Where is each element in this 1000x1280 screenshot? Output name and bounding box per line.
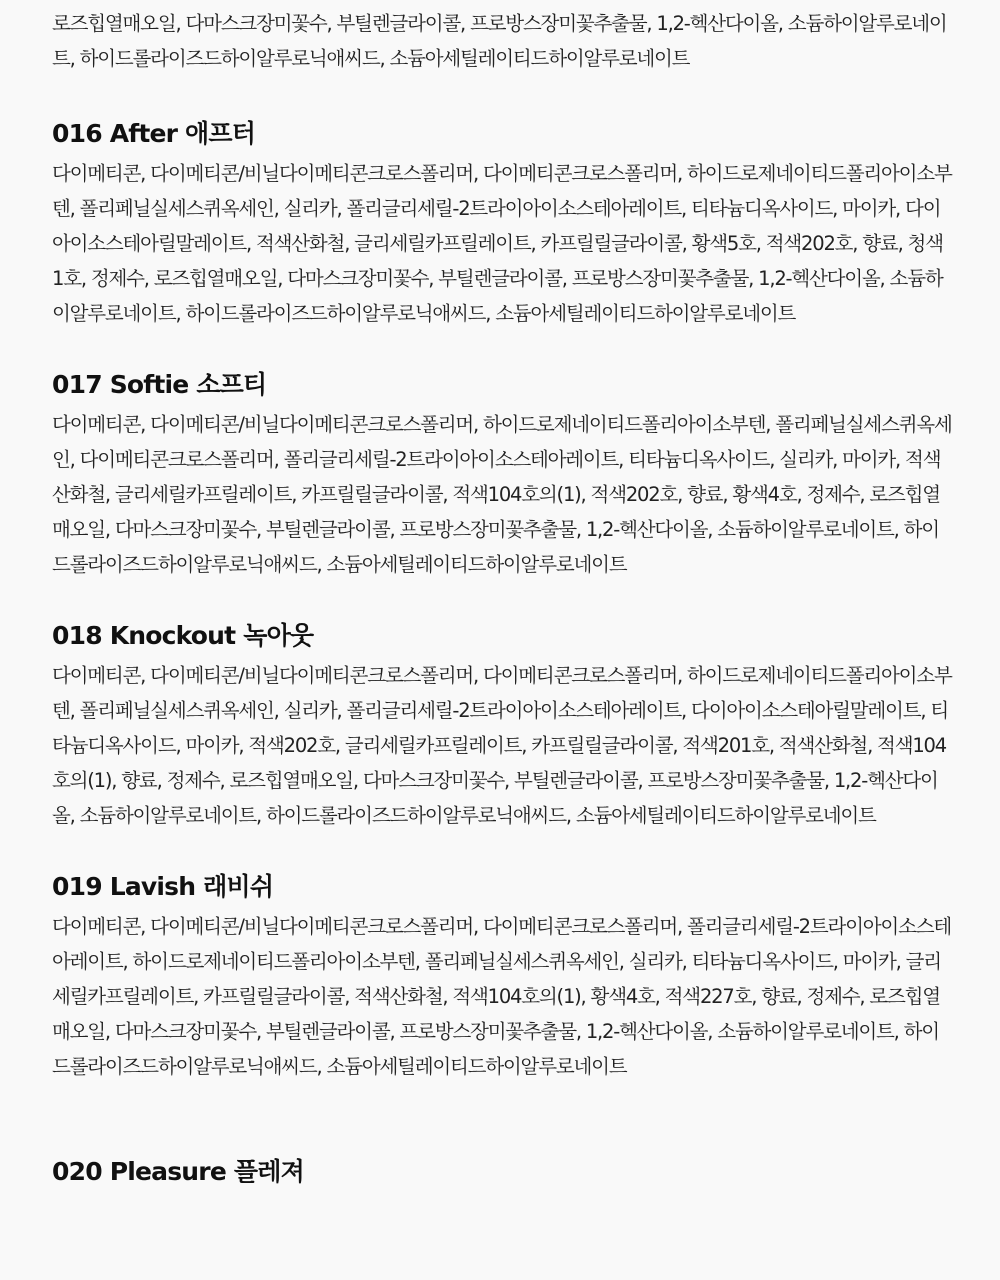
product-section-016 bbox=[52, 118, 952, 331]
product-section-017 bbox=[52, 369, 952, 582]
ingredients-text-018: 다이메티콘, 다이메티콘/비닐다이메티콘크로스폴리머, 다이메티콘크로스폴리머, 하이드로제네이티드폴리아이소부텐, 폴리페닐실세스퀴옥세인, 실리카, 폴리글리세릴-2트라이아이소스테아레이트, 다이아이소스테아릴말레이트, 티타늄디옥사이드, 마이카, 적색202호, 글리세릴카프릴레이트, 카프릴릴글라이콜, 적색201호, 적색산화철, 적색104호의(1), 향료, 정제수, 로즈힙열매오일, 다마스크장미꽃수, 부틸렌글라이콜, 프로방스장미꽃추출물, 1,2-헥산다이올, 소듐하이알루로네이트, 하이드롤라이즈드하이알루로닉애씨드, 소듐아세틸레이티드하이알루로네이트 bbox=[52, 664, 952, 827]
product-heading-017: 017 Softie 소프티 bbox=[52, 370, 267, 399]
ingredients-text-016: 다이메티콘, 다이메티콘/비닐다이메티콘크로스폴리머, 다이메티콘크로스폴리머, 하이드로제네이티드폴리아이소부텐, 폴리페닐실세스퀴옥세인, 실리카, 폴리글리세릴-2트라이아이소스테아레이트, 티타늄디옥사이드, 마이카, 다이아이소스테아릴말레이트, 적색산화철, 글리세릴카프릴레이트, 카프릴릴글라이콜, 황색5호, 적색202호, 향료, 청색1호, 정제수, 로즈힙열매오일, 다마스크장미꽃수, 부틸렌글라이콜, 프로방스장미꽃추출물, 1,2-헥산다이올, 소듐하이알루로네이트, 하이드롤라이즈드하이알루로닉애씨드, 소듐아세틸레이티드하이알루로네이트 bbox=[52, 162, 952, 325]
ingredient-document bbox=[52, 6, 952, 1194]
product-heading-019: 019 Lavish 래비쉬 bbox=[52, 872, 274, 901]
product-heading-016: 016 After 애프터 bbox=[52, 119, 256, 148]
ingredients-fragment-top: 로즈힙열매오일, 다마스크장미꽃수, 부틸렌글라이콜, 프로방스장미꽃추출물, 1,2-헥산다이올, 소듐하이알루로네이트, 하이드롤라이즈드하이알루로닉애씨드, 소듐아세틸레이티드하이알루로네이트 bbox=[52, 12, 947, 70]
product-heading-018: 018 Knockout 녹아웃 bbox=[52, 621, 314, 650]
product-section-019 bbox=[52, 871, 952, 1084]
product-section-020 bbox=[52, 1156, 952, 1188]
product-heading-020: 020 Pleasure 플레져 bbox=[52, 1157, 304, 1186]
product-section-018 bbox=[52, 620, 952, 833]
ingredients-text-019: 다이메티콘, 다이메티콘/비닐다이메티콘크로스폴리머, 다이메티콘크로스폴리머, 폴리글리세릴-2트라이아이소스테아레이트, 하이드로제네이티드폴리아이소부텐, 폴리페닐실세스퀴옥세인, 실리카, 티타늄디옥사이드, 마이카, 글리세릴카프릴레이트, 카프릴릴글라이콜, 적색산화철, 적색104호의(1), 황색4호, 적색227호, 향료, 정제수, 로즈힙열매오일, 다마스크장미꽃수, 부틸렌글라이콜, 프로방스장미꽃추출물, 1,2-헥산다이올, 소듐하이알루로네이트, 하이드롤라이즈드하이알루로닉애씨드, 소듐아세틸레이티드하이알루로네이트 bbox=[52, 915, 951, 1078]
ingredients-text-017: 다이메티콘, 다이메티콘/비닐다이메티콘크로스폴리머, 하이드로제네이티드폴리아이소부텐, 폴리페닐실세스퀴옥세인, 다이메티콘크로스폴리머, 폴리글리세릴-2트라이아이소스테아레이트, 티타늄디옥사이드, 실리카, 마이카, 적색산화철, 글리세릴카프릴레이트, 카프릴릴글라이콜, 적색104호의(1), 적색202호, 향료, 황색4호, 정제수, 로즈힙열매오일, 다마스크장미꽃수, 부틸렌글라이콜, 프로방스장미꽃추출물, 1,2-헥산다이올, 소듐하이알루로네이트, 하이드롤라이즈드하이알루로닉애씨드, 소듐아세틸레이티드하이알루로네이트 bbox=[52, 413, 952, 576]
